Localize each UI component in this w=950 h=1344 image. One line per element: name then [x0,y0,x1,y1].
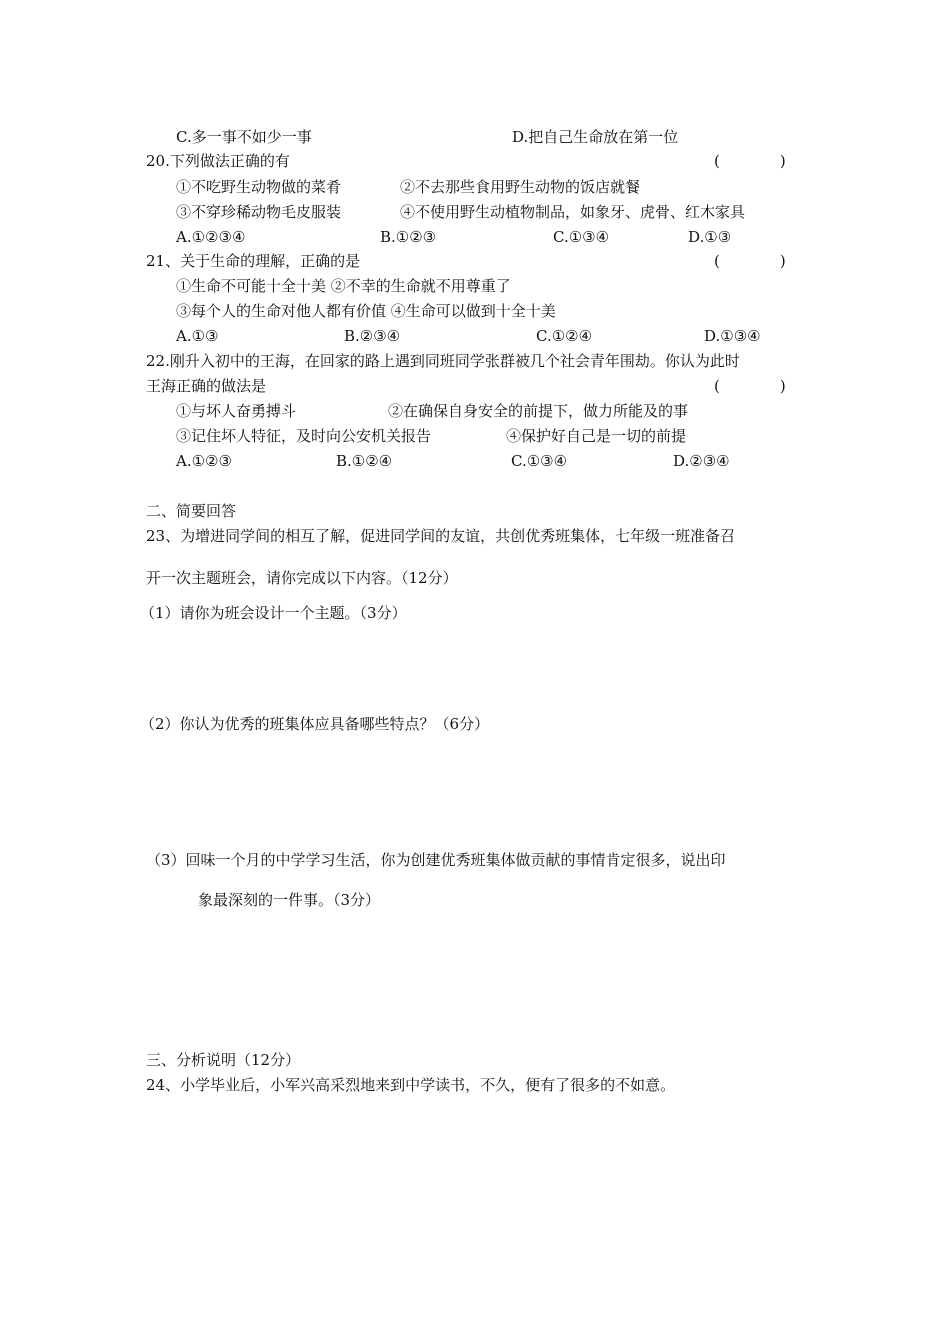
q21-answer-bracket: ( ) [714,252,786,270]
q20-answer-bracket: ( ) [714,152,786,170]
q22-statement-2: ②在确保自身安全的前提下，做力所能及的事 [388,402,689,420]
q20-option-b: B.①②③ [380,228,437,246]
q22-option-a: A.①②③ [176,452,232,470]
q22-stem-line2: 王海正确的做法是 [146,377,267,395]
q24-stem: 24、小学毕业后，小军兴高采烈地来到中学读书，不久，便有了很多的不如意。 [146,1076,676,1094]
q20-statement-2: ②不去那些食用野生动物的饭店就餐 [400,178,641,196]
q21-statements-3-4: ③每个人的生命对他人都有价值 ④生命可以做到十全十美 [176,302,556,320]
q23-sub-question-2: （2）你认为优秀的班集体应具备哪些特点？（6分） [140,715,490,733]
q22-option-b: B.①②④ [336,452,393,470]
q20-stem: 20.下列做法正确的有 [146,152,290,170]
q21-stem: 21、关于生命的理解，正确的是 [146,252,361,270]
q23-sub-question-1: （1）请你为班会设计一个主题。（3分） [140,604,407,622]
q22-stem-line1: 22.刚升入初中的王海，在回家的路上遇到同班同学张群被几个社会青年围劫。你认为此时 [146,352,740,370]
q21-option-b: B.②③④ [344,327,401,345]
q20-option-a: A.①②③④ [176,228,246,246]
q20-option-c: C.①③④ [553,228,610,246]
q19-option-d: D.把自己生命放在第一位 [512,128,679,146]
section-3-heading: 三、分析说明（12分） [146,1051,301,1069]
q21-statements-1-2: ①生命不可能十全十美 ②不幸的生命就不用尊重了 [176,277,511,295]
q20-statement-4: ④不使用野生动植物制品，如象牙、虎骨、红木家具 [400,203,746,221]
q22-statement-4: ④保护好自己是一切的前提 [506,427,687,445]
q20-option-d: D.①③ [688,228,732,246]
q21-option-a: A.①③ [176,327,219,345]
q19-option-c: C.多一事不如少一事 [176,128,312,146]
q23-sub-question-3-line2: 象最深刻的一件事。（3分） [198,891,381,909]
q22-answer-bracket: ( ) [714,377,786,395]
q21-option-c: C.①②④ [536,327,593,345]
q23-stem-line2: 开一次主题班会，请你完成以下内容。（12分） [146,569,458,587]
q20-statement-1: ①不吃野生动物做的菜肴 [176,178,342,196]
q22-option-d: D.②③④ [673,452,730,470]
q23-sub-question-3-line1: （3）回味一个月的中学学习生活，你为创建优秀班集体做贡献的事情肯定很多，说出印 [146,851,726,869]
q22-statement-1: ①与坏人奋勇搏斗 [176,402,297,420]
section-2-heading: 二、简要回答 [146,502,237,520]
q22-option-c: C.①③④ [511,452,568,470]
q22-statement-3: ③记住坏人特征，及时向公安机关报告 [176,427,432,445]
q21-option-d: D.①③④ [704,327,761,345]
q23-stem-line1: 23、为增进同学间的相互了解，促进同学间的友谊，共创优秀班集体，七年级一班准备召 [146,527,736,545]
q20-statement-3: ③不穿珍稀动物毛皮服装 [176,203,342,221]
